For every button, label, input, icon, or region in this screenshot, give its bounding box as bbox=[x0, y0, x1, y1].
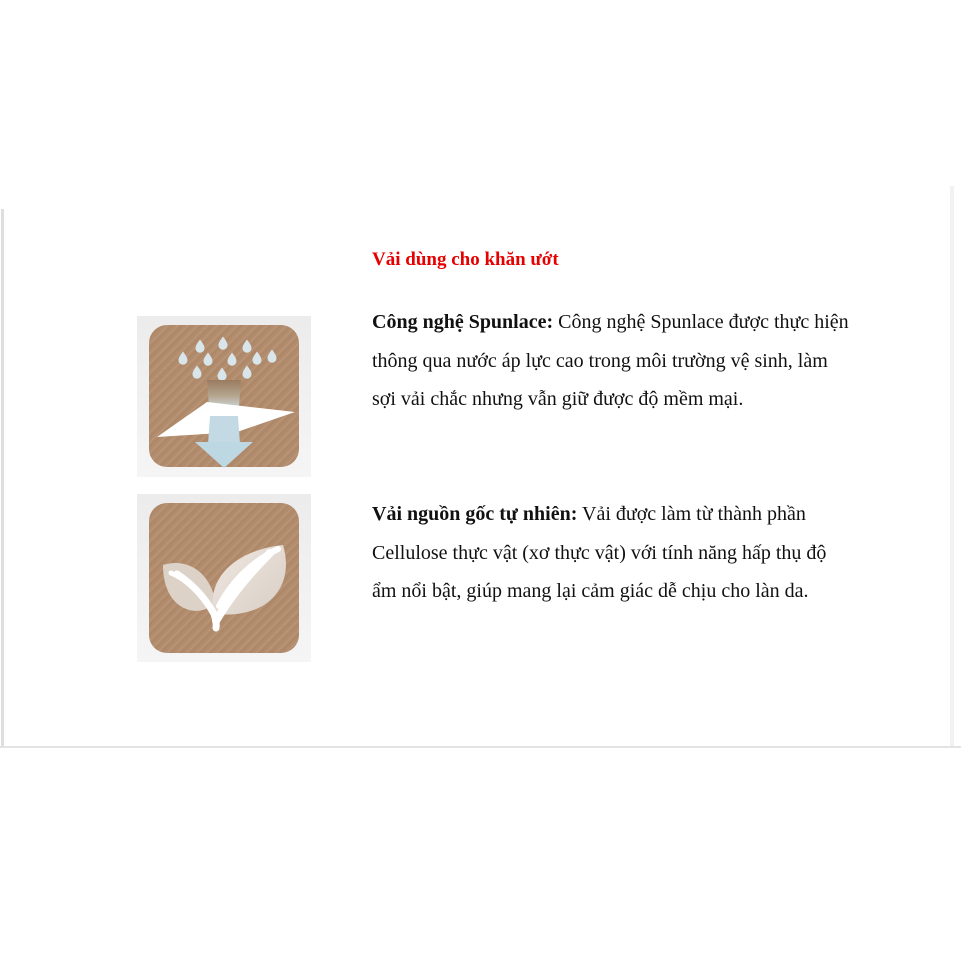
feature-body-spunlace: Công nghệ Spunlace được thực hiện thông qua nước áp lực cao trong môi trường vệ sinh, làm sợi vải chắc nhưng vẫn giữ được độ mềm mại. bbox=[372, 311, 849, 410]
feature-label-natural: Vải nguồn gốc tự nhiên: bbox=[372, 503, 578, 525]
feature-body-natural: Vải được làm từ thành phần Cellulose thực vật (xơ thực vật) với tính năng hấp thụ độ ẩm nổi bật, giúp mang lại cảm giác dễ chịu cho làn da. bbox=[372, 503, 827, 602]
feature-text-spunlace bbox=[372, 303, 850, 419]
right-divider-line bbox=[950, 186, 954, 748]
spunlace-water-jet-icon bbox=[137, 316, 311, 477]
section-heading: Vải dùng cho khăn ướt bbox=[372, 248, 559, 270]
natural-fiber-leaf-icon bbox=[137, 494, 311, 662]
feature-text-natural bbox=[372, 495, 850, 611]
left-divider-line bbox=[1, 209, 4, 748]
feature-label-spunlace: Công nghệ Spunlace: bbox=[372, 311, 554, 333]
bottom-divider-line bbox=[0, 746, 961, 748]
